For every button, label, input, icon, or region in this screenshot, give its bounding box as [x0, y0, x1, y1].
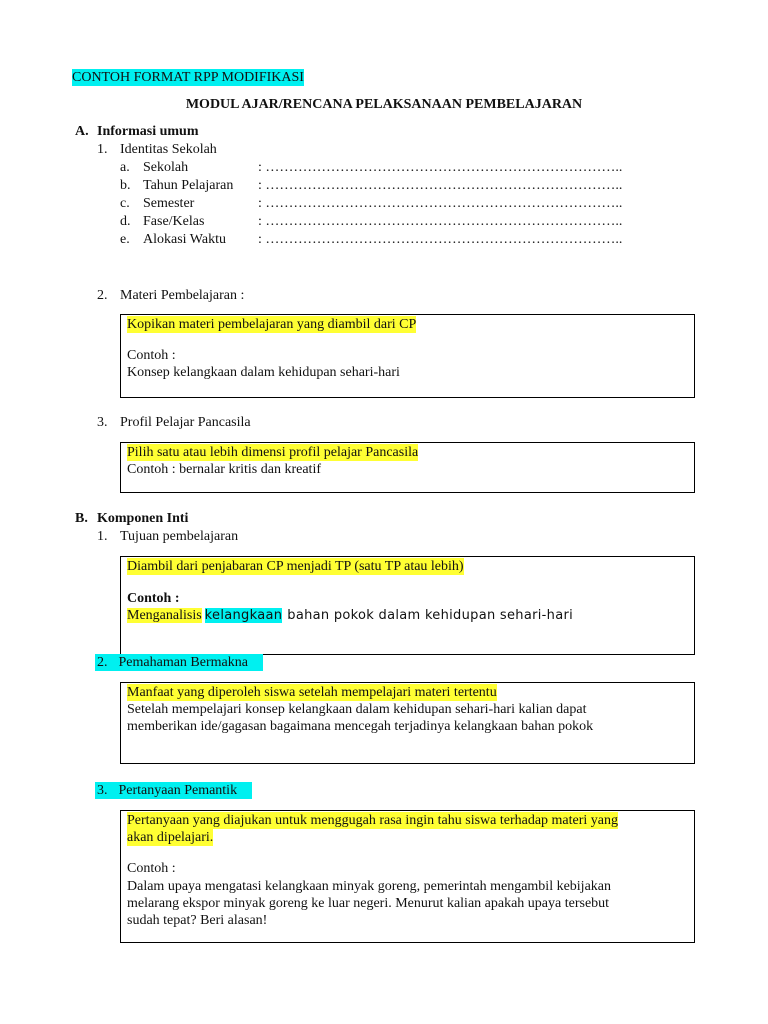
profil-box — [120, 442, 695, 493]
field-label-semester: Semester — [143, 196, 195, 211]
section-a-title: Informasi umum — [97, 124, 199, 139]
pemantik-instruction-line2: akan dipelajari. — [127, 830, 214, 845]
tujuan-example-rest: bahan pokok dalam kehidupan sehari-hari — [287, 608, 574, 623]
a1-label: Identitas Sekolah — [120, 142, 217, 157]
a3-num: 3. — [97, 415, 108, 430]
pemantik-instruction-line1: Pertanyaan yang diajukan untuk menggugah rasa ingin tahu siswa terhadap materi yang — [127, 813, 619, 828]
materi-example-label: Contoh : — [127, 348, 176, 363]
pemahaman-line2: memberikan ide/gagasan bagaimana mencegah terjadinya kelangkaan bahan pokok — [127, 719, 594, 734]
a2-num: 2. — [97, 288, 108, 303]
field-value-alokasi-waktu: : ………………………………………………………………….. — [258, 232, 623, 247]
b2-label: Pemahaman Bermakna — [118, 655, 248, 670]
b3-heading — [95, 782, 252, 799]
profil-example-text: Contoh : bernalar kritis dan kreatif — [127, 462, 321, 477]
field-value-semester: : ………………………………………………………………….. — [258, 196, 623, 211]
pemantik-line2: melarang ekspor minyak goreng ke luar negeri. Menurut kalian apakah upaya tersebut — [127, 896, 610, 911]
pemantik-line1: Dalam upaya mengatasi kelangkaan minyak goreng, pemerintah mengambil kebijakan — [127, 879, 611, 894]
tujuan-box — [120, 556, 695, 655]
tujuan-instruction: Diambil dari penjabaran CP menjadi TP (satu TP atau lebih) — [127, 559, 464, 574]
field-label-fase-kelas: Fase/Kelas — [143, 214, 205, 229]
materi-instruction: Kopikan materi pembelajaran yang diambil dari CP — [127, 317, 417, 332]
doc-title: MODUL AJAR/RENCANA PELAKSANAAN PEMBELAJARAN — [185, 97, 583, 112]
doc-label: CONTOH FORMAT RPP MODIFIKASI — [72, 70, 304, 85]
pemantik-example-label: Contoh : — [127, 861, 176, 876]
field-label-sekolah: Sekolah — [143, 160, 189, 175]
tujuan-example-keyword: kelangkaan — [204, 608, 283, 623]
pemahaman-line1: Setelah mempelajari konsep kelangkaan dalam kehidupan sehari-hari kalian dapat — [127, 702, 587, 717]
field-letter: d. — [120, 214, 131, 229]
materi-example-text: Konsep kelangkaan dalam kehidupan sehari-hari — [127, 365, 400, 380]
tujuan-example-verb: Menganalisis — [127, 608, 202, 623]
profil-instruction: Pilih satu atau lebih dimensi profil pelajar Pancasila — [127, 445, 419, 460]
field-letter: e. — [120, 232, 130, 247]
pemantik-line3: sudah tepat? Beri alasan! — [127, 913, 268, 928]
section-b-letter: B. — [75, 511, 88, 526]
field-value-sekolah: : ………………………………………………………………….. — [258, 160, 623, 175]
b1-label: Tujuan pembelajaran — [120, 529, 239, 544]
field-letter: a. — [120, 160, 130, 175]
section-b-title: Komponen Inti — [97, 511, 189, 526]
a2-label: Materi Pembelajaran : — [120, 288, 245, 303]
field-letter: b. — [120, 178, 131, 193]
pemahaman-instruction: Manfaat yang diperoleh siswa setelah mempelajari materi tertentu — [127, 685, 497, 700]
b2-heading — [95, 654, 263, 671]
materi-box — [120, 314, 695, 398]
tujuan-example-line — [127, 607, 573, 624]
field-value-tahun-pelajaran: : ………………………………………………………………….. — [258, 178, 623, 193]
b1-num: 1. — [97, 529, 108, 544]
tujuan-example-label: Contoh : — [127, 591, 180, 606]
field-value-fase-kelas: : ………………………………………………………………….. — [258, 214, 623, 229]
pemahaman-box — [120, 682, 695, 764]
pemantik-box — [120, 810, 695, 943]
field-letter: c. — [120, 196, 130, 211]
b3-num: 3. — [97, 783, 108, 798]
a1-num: 1. — [97, 142, 108, 157]
b3-label: Pertanyaan Pemantik — [118, 783, 238, 798]
section-a-letter: A. — [75, 124, 89, 139]
field-label-alokasi-waktu: Alokasi Waktu — [143, 232, 226, 247]
field-label-tahun-pelajaran: Tahun Pelajaran — [143, 178, 234, 193]
b2-num: 2. — [97, 655, 108, 670]
a3-label: Profil Pelajar Pancasila — [120, 415, 251, 430]
